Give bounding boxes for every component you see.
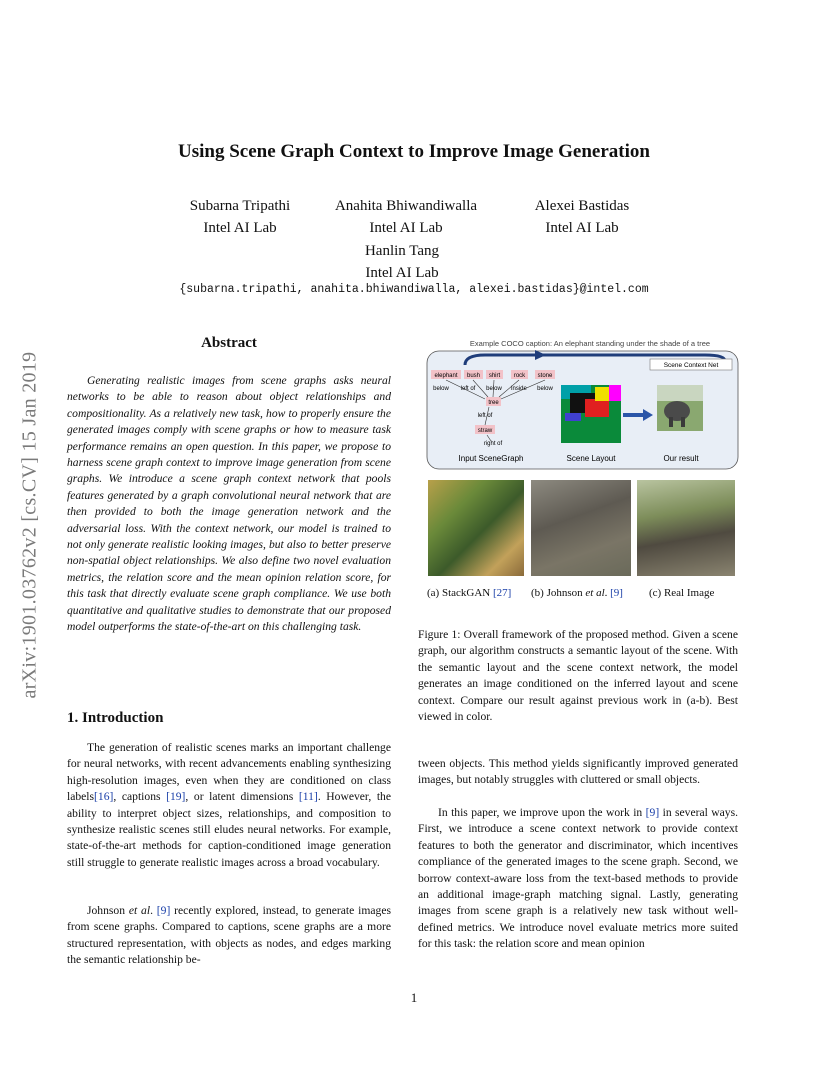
graph-edge-label: left of xyxy=(477,413,493,419)
abstract-heading: Abstract xyxy=(201,335,257,351)
stackgan-image xyxy=(428,480,524,576)
panel-label: Our result xyxy=(663,454,699,463)
our-result-image xyxy=(657,385,703,431)
intro-paragraph-2 xyxy=(67,903,391,969)
johnson-image xyxy=(531,480,631,576)
scene-layout-image xyxy=(561,385,621,443)
subfigure-label-a xyxy=(427,587,511,599)
text-run: . xyxy=(604,587,611,599)
author-affiliation: Intel AI Lab xyxy=(545,220,619,236)
graph-node-label: bush xyxy=(466,373,481,379)
text-run: , or latent dimensions xyxy=(185,790,299,804)
author-name: Alexei Bastidas xyxy=(534,198,630,214)
subfigure-label-b xyxy=(531,587,623,599)
author-affiliation: Intel AI Lab xyxy=(365,265,439,281)
graph-node-label: stone xyxy=(537,373,553,379)
graph-edge-label: below xyxy=(433,386,449,392)
text-run-italic: et al xyxy=(585,587,605,599)
text-run: (a) StackGAN xyxy=(427,587,493,599)
citation-link[interactable]: [16] xyxy=(94,790,114,804)
graph-node-label: shirt xyxy=(488,373,501,379)
right-paragraph-2 xyxy=(418,805,738,953)
author-name: Anahita Bhiwandiwalla xyxy=(334,198,478,214)
citation-link[interactable]: [27] xyxy=(492,587,512,599)
text-run-italic: et al xyxy=(128,904,151,917)
text-run: . xyxy=(150,904,157,917)
graph-edge-label: inside xyxy=(511,386,527,392)
citation-link[interactable]: [9] xyxy=(645,806,660,819)
elephant-leg xyxy=(681,417,685,427)
section-heading-introduction: 1. Introduction xyxy=(67,710,164,726)
panel-label: Scene Layout xyxy=(566,454,616,463)
graph-edge-label: below xyxy=(486,386,502,392)
layout-region xyxy=(585,399,609,417)
layout-region xyxy=(609,385,621,401)
text-run: . However, the ability to interpret object sizes, relationships, and composition to synthesize realistic scenes still eludes neural networks. For example, state-of-the-art methods for caption-conditioned image generation still struggle to generate realistic images across a broad vocabulary. xyxy=(67,790,391,869)
page-number: 1 xyxy=(410,990,418,1005)
figure-1-caption: Figure 1: Overall framework of the proposed method. Given a scene graph, our algorithm constructs a semantic layout of the scene. With the semantic layout and the scene context network, the model generates an image conditioned on the inferred layout and scene context. Compare our result against previous work in (a-b). Best viewed in color. xyxy=(418,628,738,724)
author-affiliation: Intel AI Lab xyxy=(203,220,277,236)
abstract-text: Generating realistic images from scene graphs asks neural networks to be able to reason about object relationships and compositionality. As a relatively new task, how to properly ensure the generated images comply with scene graphs or how to measure task performance remains an open question. In this paper, we propose to harness scene graph context to improve image generation from scene graphs. We introduce a scene graph context network that pools features generated by a graph convolutional neural network that are then provided to both the image generation network and the adversarial loss. With the context network, our model is trained to not only generate realistic looking images, but also to better preserve non-spatial object relationships. We also define two novel evaluation metrics, the relation score and the mean opinion relation score, for this task that directly evaluate scene graph compliance. We use both quantitative and qualitative studies to demonstrate that our proposed model outperforms the state-of-the-art on this challenging task. xyxy=(67,374,391,634)
paper-title: Using Scene Graph Context to Improve Image Generation xyxy=(178,141,650,162)
text-run: recently explored, instead, to generate images from scene graphs. Compared to captions, scene graphs are a more structured representation, with objects as nodes, and edges marking the semantic relationship be- xyxy=(67,904,391,967)
citation-link[interactable]: [11] xyxy=(298,790,318,804)
figure-1-diagram xyxy=(425,337,740,472)
panel-label: Input SceneGraph xyxy=(458,454,524,463)
elephant-shape xyxy=(664,401,690,421)
scene-context-net-label: Scene Context Net xyxy=(663,362,719,369)
graph-edge-label: below xyxy=(537,386,553,392)
text-run: Johnson xyxy=(87,904,129,917)
citation-link[interactable]: [19] xyxy=(166,790,186,804)
citation-link[interactable]: [9] xyxy=(156,904,171,917)
author-block-4 xyxy=(302,240,502,284)
figure-top-caption: Example COCO caption: An elephant standing under the shade of a tree xyxy=(469,339,711,348)
author-emails[interactable]: {subarna.tripathi, anahita.bhiwandiwalla, alexei.bastidas}@intel.com xyxy=(179,283,649,296)
arxiv-stamp xyxy=(12,290,48,760)
text-run: , captions xyxy=(113,790,167,804)
graph-node-label: rock xyxy=(513,373,526,379)
layout-region xyxy=(595,387,609,401)
intro-paragraph-1 xyxy=(67,740,391,871)
subfigure-label-c: (c) Real Image xyxy=(649,587,715,599)
elephant-leg xyxy=(669,417,673,427)
author-block-2 xyxy=(306,195,506,239)
graph-edge-label: left of xyxy=(460,386,476,392)
author-name: Subarna Tripathi xyxy=(189,198,291,214)
graph-node-label: straw xyxy=(477,428,493,434)
text-run: The generation of realistic scenes marks an important challenge for neural networks, with recent advancements enabling synthesizing high-resolution images, even when they are conditioned on class labels xyxy=(67,741,391,804)
graph-edge-label: right of xyxy=(483,441,503,447)
author-name: Hanlin Tang xyxy=(364,243,440,259)
real-image xyxy=(637,480,735,576)
graph-node-label: tree xyxy=(488,400,499,406)
text-run: (b) Johnson xyxy=(531,587,586,599)
arxiv-id: arXiv:1901.03762v2 [cs.CV] 15 Jan 2019 xyxy=(18,351,41,699)
text-run: in several ways. First, we introduce a scene context network to provide context features to both the generator and discriminator, which incentives compliance of the generated images to the scene graph. Second, we borrow context-aware loss from the text-based methods to provide an additional image-graph matching signal. Lastly, generating images from scene graph is a relatively new task without well-defined metrics. We introduce novel evaluate metrics more suited for this task: the relation score and mean opinion xyxy=(418,806,738,951)
text-run: In this paper, we improve upon the work in xyxy=(438,806,646,819)
result-sky xyxy=(657,385,703,401)
layout-region xyxy=(565,413,581,421)
author-block-3 xyxy=(482,195,682,239)
right-paragraph-1: tween objects. This method yields significantly improved generated images, but notably struggles with cluttered or small objects. xyxy=(418,757,738,787)
citation-link[interactable]: [9] xyxy=(610,587,623,599)
author-affiliation: Intel AI Lab xyxy=(369,220,443,236)
graph-node-label: elephant xyxy=(434,373,458,379)
